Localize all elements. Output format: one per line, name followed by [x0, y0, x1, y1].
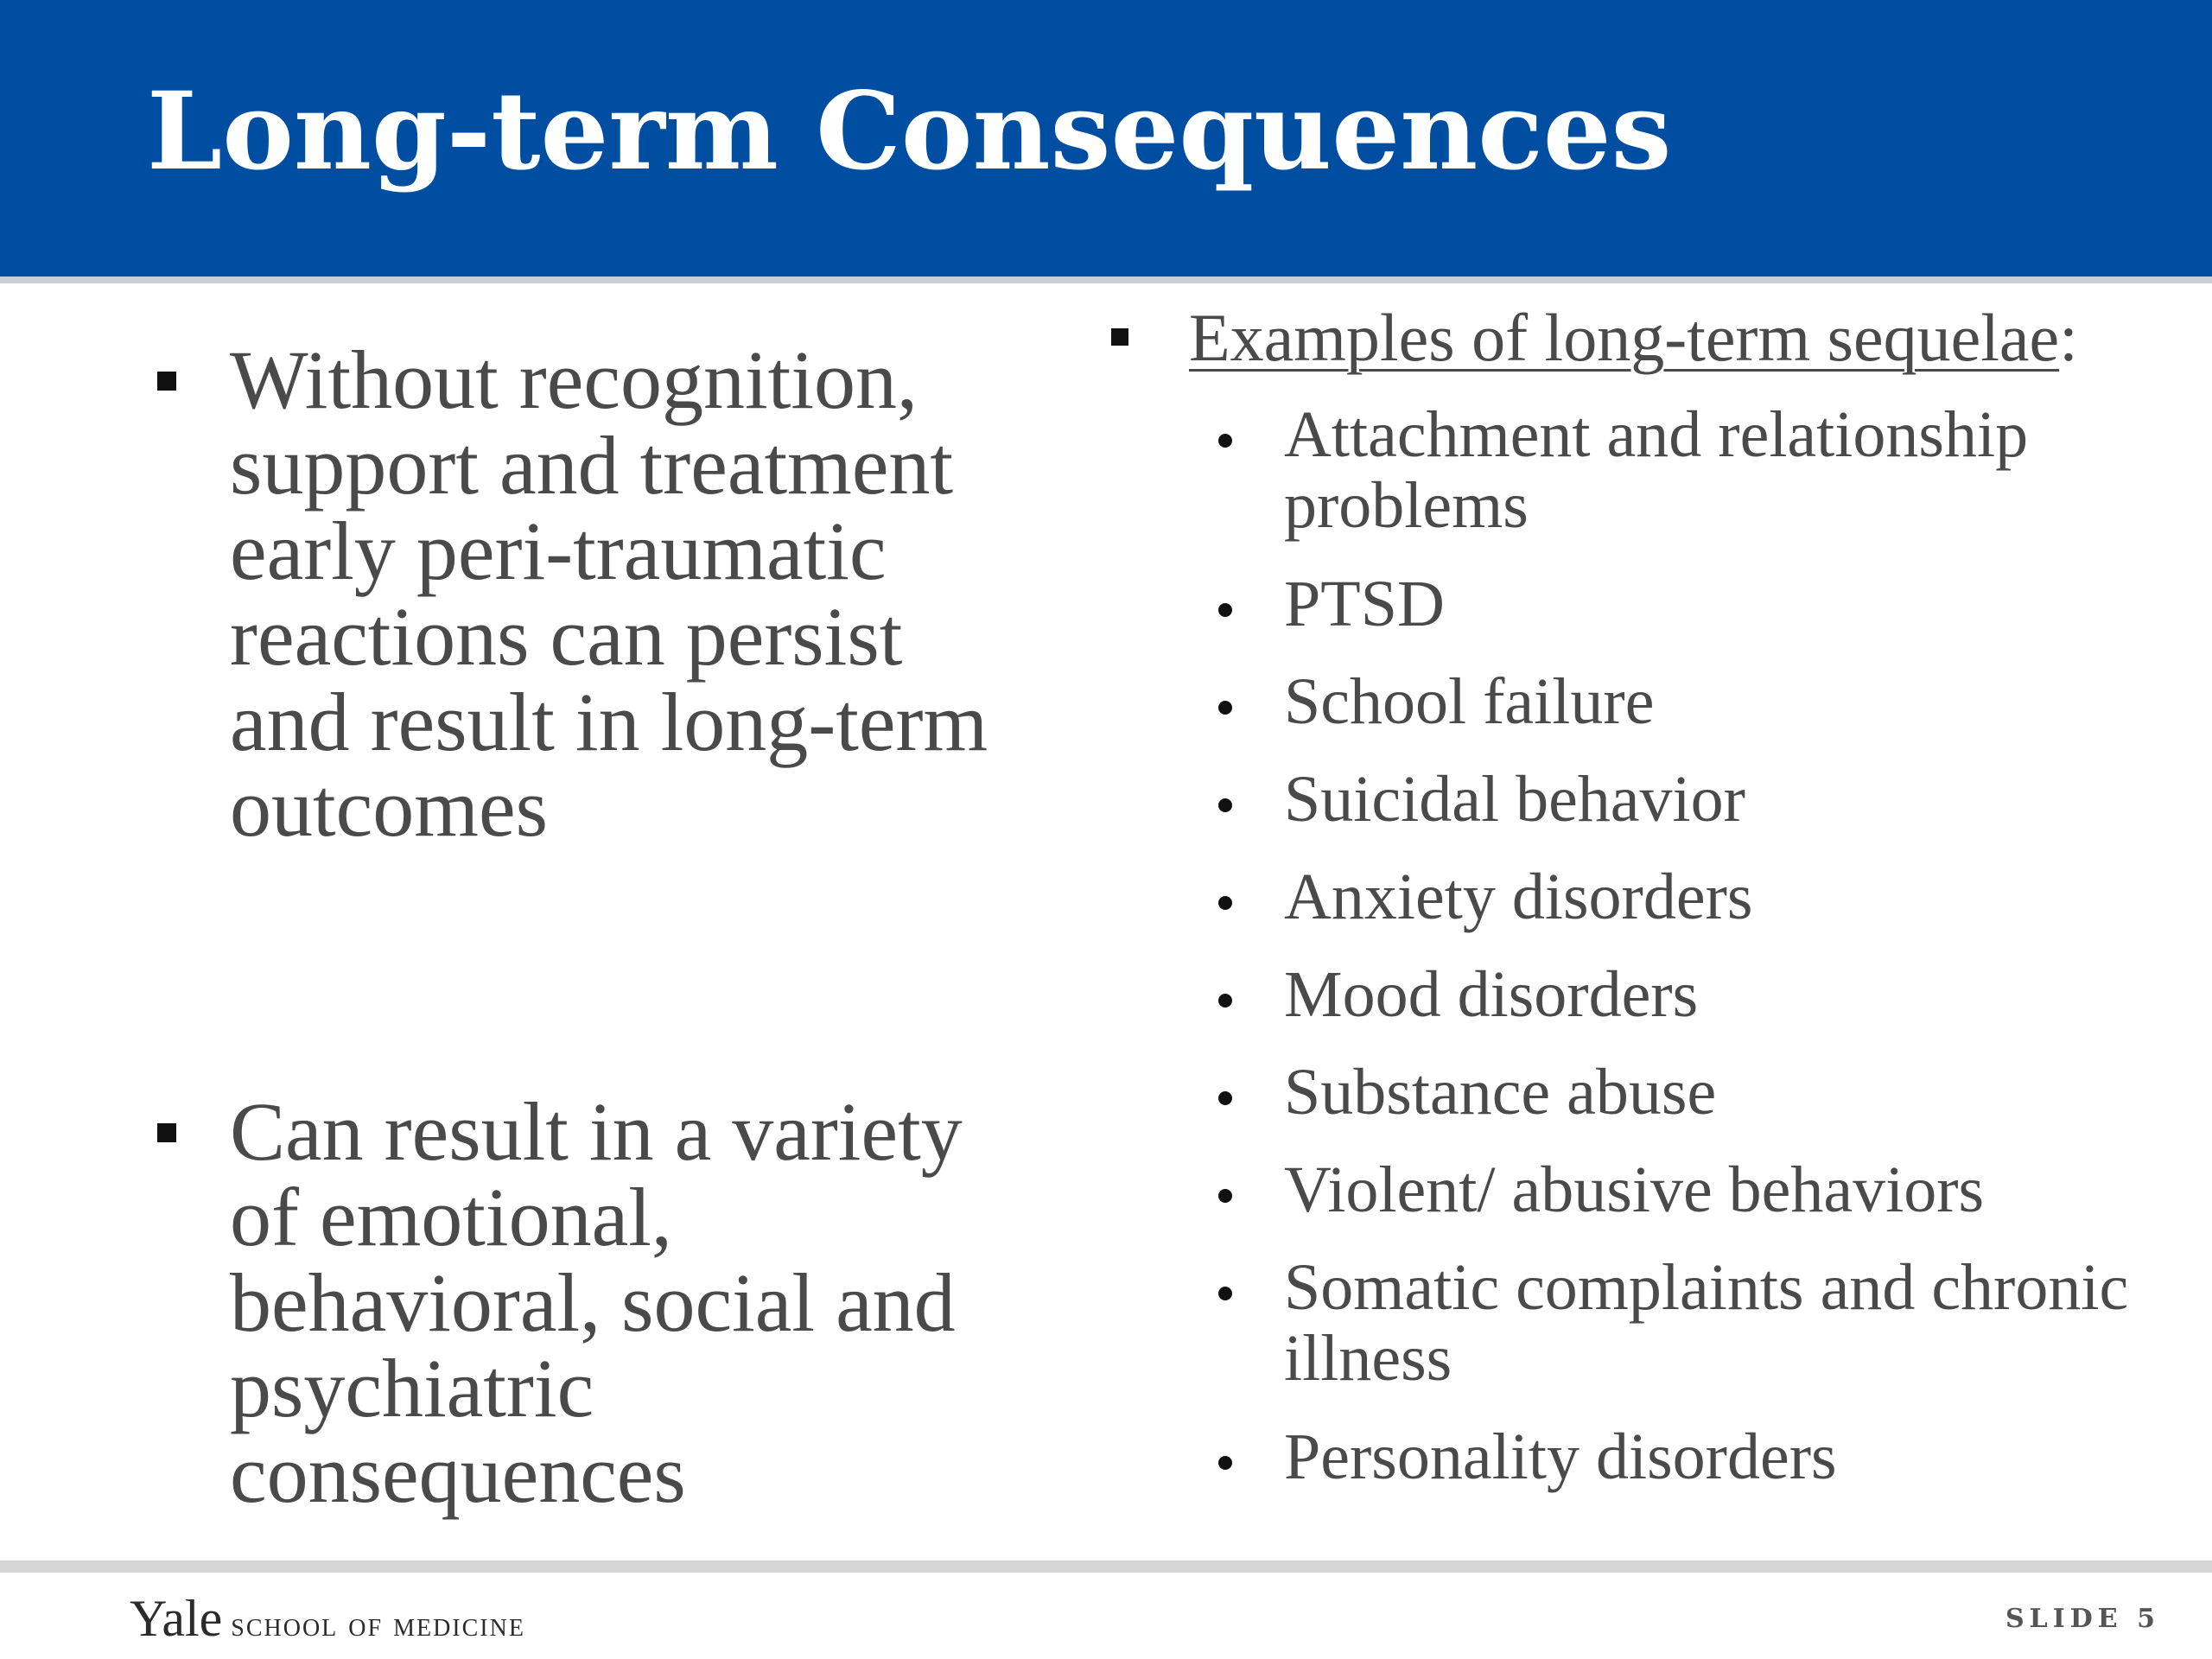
examples-heading	[1189, 302, 2078, 373]
yale-medicine-logo	[130, 1588, 525, 1649]
round-bullet-icon	[1218, 994, 1232, 1007]
left-point-text: Without recognition, support and treatment early peri-traumatic reactions can persist and result in long-term outcomes	[230, 334, 988, 854]
sequela-text: Suicidal behavior	[1284, 763, 1745, 836]
sequela-text: School failure	[1284, 665, 1655, 738]
square-bullet-icon	[1111, 328, 1128, 346]
round-bullet-icon	[1218, 1091, 1232, 1105]
left-point-text: Can result in a variety of emotional, behavioral, social and psychiatric consequences	[230, 1085, 963, 1520]
sequela-text: Anxiety disorders	[1284, 861, 1753, 933]
square-bullet-icon	[157, 372, 176, 391]
slide-number: SLIDE 5	[2005, 1604, 2160, 1634]
sequela-text: PTSD	[1284, 568, 1445, 640]
logo-yale-text: Yale	[130, 1590, 223, 1647]
examples-heading-text: Examples of long-term sequelae	[1189, 300, 2060, 375]
square-bullet-icon	[157, 1123, 176, 1142]
sequela-text: Personality disorders	[1284, 1421, 1837, 1493]
title-bar-divider	[0, 276, 2212, 283]
footer-divider	[0, 1560, 2212, 1573]
round-bullet-icon	[1218, 1287, 1232, 1300]
sequela-text: Somatic complaints and chronic illness	[1284, 1251, 2129, 1395]
round-bullet-icon	[1218, 1189, 1232, 1203]
sequela-text: Attachment and relationship problems	[1284, 398, 2029, 542]
sequela-text: Violent/ abusive behaviors	[1284, 1154, 1985, 1226]
round-bullet-icon	[1218, 701, 1232, 715]
slide-title: Long-term Consequences	[147, 69, 1672, 194]
round-bullet-icon	[1218, 896, 1232, 910]
round-bullet-icon	[1218, 434, 1232, 448]
round-bullet-icon	[1218, 603, 1232, 617]
sequela-text: Mood disorders	[1284, 958, 1699, 1031]
examples-heading-colon: :	[2059, 300, 2078, 375]
round-bullet-icon	[1218, 798, 1232, 812]
logo-school-text: school of medicine	[231, 1605, 525, 1643]
sequela-text: Substance abuse	[1284, 1056, 1717, 1128]
round-bullet-icon	[1218, 1456, 1232, 1470]
